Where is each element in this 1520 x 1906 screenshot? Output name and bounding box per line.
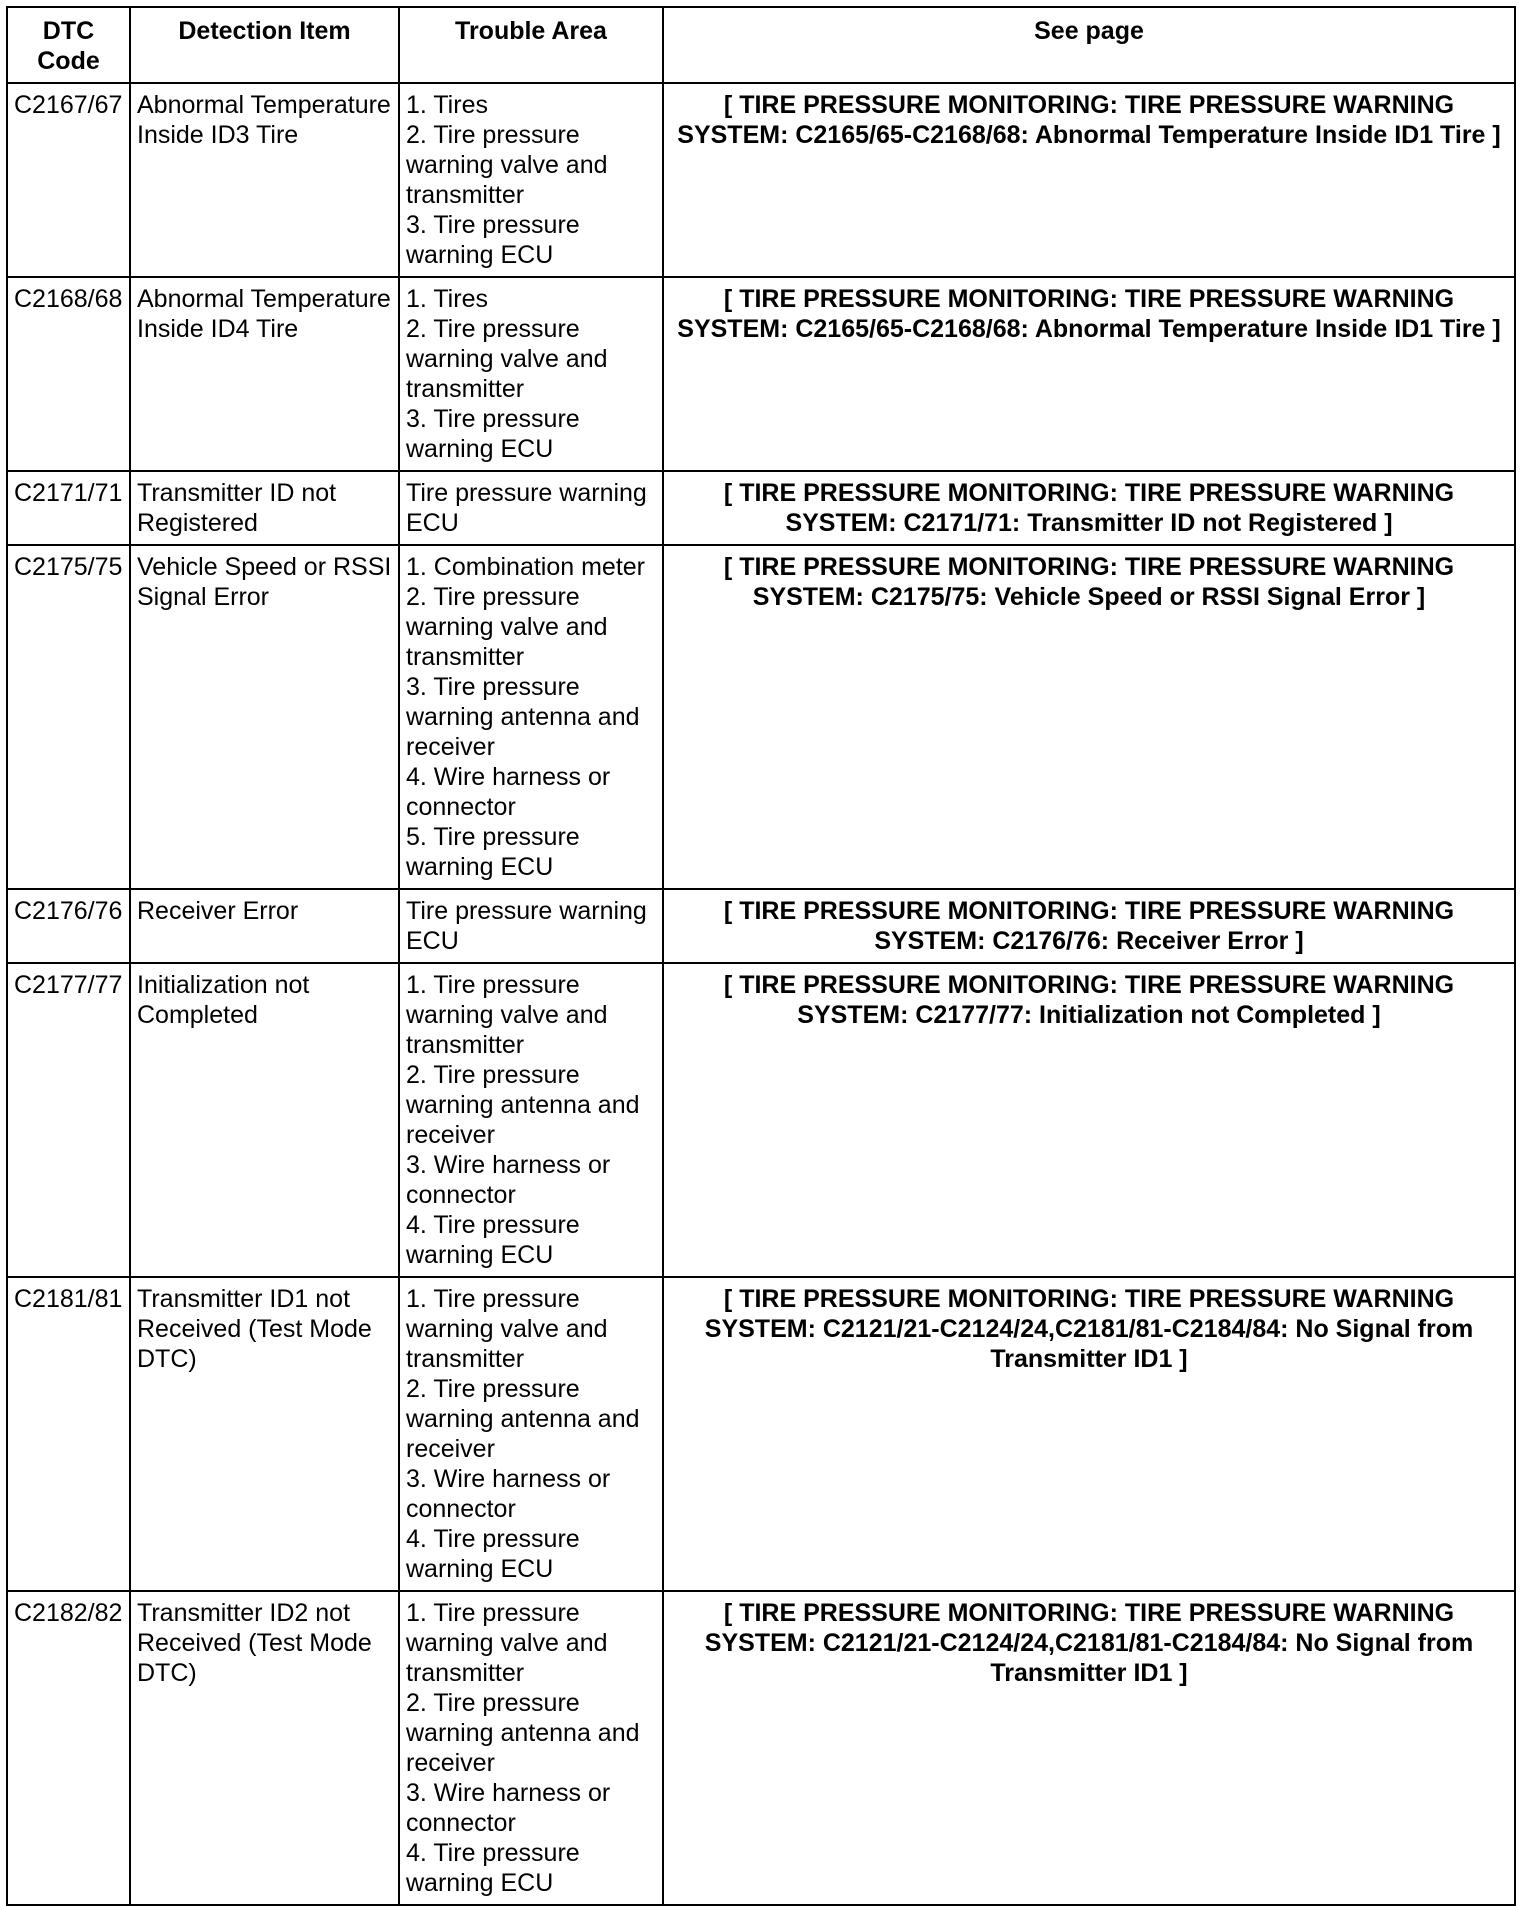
trouble-area-line: 4. Tire pressure warning ECU	[406, 1839, 580, 1897]
header-see-page: See page	[663, 7, 1515, 83]
detection-item-cell: Abnormal Temperature Inside ID4 Tire	[130, 277, 399, 471]
detection-item-cell: Transmitter ID1 not Received (Test Mode DTC)	[130, 1277, 399, 1591]
trouble-area-line: 1. Tire pressure warning valve and transmitter	[406, 1285, 608, 1373]
trouble-area-line: 3. Wire harness or connector	[406, 1151, 611, 1209]
detection-item-cell: Abnormal Temperature Inside ID3 Tire	[130, 83, 399, 277]
table-row	[7, 83, 1515, 277]
dtc-code-cell: C2171/71	[7, 471, 130, 545]
trouble-area-line: 2. Tire pressure warning valve and transmitter	[406, 583, 608, 671]
trouble-area-line: Tire pressure warning ECU	[406, 897, 647, 955]
trouble-area-line: 2. Tire pressure warning valve and transmitter	[406, 121, 608, 209]
dtc-code-cell: C2177/77	[7, 963, 130, 1277]
trouble-area-line: 3. Wire harness or connector	[406, 1779, 611, 1837]
table-row	[7, 1591, 1515, 1905]
trouble-area-cell	[399, 471, 663, 545]
trouble-area-line: 2. Tire pressure warning antenna and receiver	[406, 1061, 640, 1149]
table-row	[7, 1277, 1515, 1591]
trouble-area-line: 3. Tire pressure warning ECU	[406, 405, 580, 463]
table-row	[7, 277, 1515, 471]
detection-item-cell: Vehicle Speed or RSSI Signal Error	[130, 545, 399, 889]
trouble-area-line: 4. Wire harness or connector	[406, 763, 611, 821]
dtc-code-cell: C2168/68	[7, 277, 130, 471]
trouble-area-line: 4. Tire pressure warning ECU	[406, 1525, 580, 1583]
table-row	[7, 889, 1515, 963]
table-header-row	[7, 7, 1515, 83]
table-row	[7, 963, 1515, 1277]
trouble-area-line: 3. Tire pressure warning antenna and receiver	[406, 673, 640, 761]
trouble-area-cell	[399, 277, 663, 471]
trouble-area-line: 2. Tire pressure warning valve and transmitter	[406, 315, 608, 403]
dtc-code-cell: C2175/75	[7, 545, 130, 889]
trouble-area-cell	[399, 889, 663, 963]
trouble-area-line: 2. Tire pressure warning antenna and receiver	[406, 1375, 640, 1463]
see-page-link[interactable]: [ TIRE PRESSURE MONITORING: TIRE PRESSURE WARNING SYSTEM: C2171/71: Transmitter ID not Registered ]	[663, 471, 1515, 545]
trouble-area-cell	[399, 545, 663, 889]
detection-item-cell: Initialization not Completed	[130, 963, 399, 1277]
trouble-area-line: 2. Tire pressure warning antenna and receiver	[406, 1689, 640, 1777]
header-trouble-area: Trouble Area	[399, 7, 663, 83]
trouble-area-line: 1. Combination meter	[406, 553, 646, 581]
see-page-link[interactable]: [ TIRE PRESSURE MONITORING: TIRE PRESSURE WARNING SYSTEM: C2121/21-C2124/24,C2181/81-C2184/84: No Signal from Transmitter ID1 ]	[663, 1591, 1515, 1905]
detection-item-cell: Receiver Error	[130, 889, 399, 963]
trouble-area-line: 5. Tire pressure warning ECU	[406, 823, 580, 881]
trouble-area-line: 1. Tire pressure warning valve and transmitter	[406, 971, 608, 1059]
header-detection-item: Detection Item	[130, 7, 399, 83]
trouble-area-cell	[399, 1591, 663, 1905]
trouble-area-cell	[399, 83, 663, 277]
see-page-link[interactable]: [ TIRE PRESSURE MONITORING: TIRE PRESSURE WARNING SYSTEM: C2175/75: Vehicle Speed or RSSI Signal Error ]	[663, 545, 1515, 889]
header-dtc-code: DTC Code	[7, 7, 130, 83]
table-body	[7, 83, 1515, 1905]
dtc-code-cell: C2182/82	[7, 1591, 130, 1905]
trouble-area-line: 1. Tires	[406, 285, 488, 313]
see-page-link[interactable]: [ TIRE PRESSURE MONITORING: TIRE PRESSURE WARNING SYSTEM: C2176/76: Receiver Error ]	[663, 889, 1515, 963]
trouble-area-cell	[399, 963, 663, 1277]
trouble-area-line: 3. Wire harness or connector	[406, 1465, 611, 1523]
detection-item-cell: Transmitter ID2 not Received (Test Mode DTC)	[130, 1591, 399, 1905]
trouble-area-line: 1. Tires	[406, 91, 488, 119]
trouble-area-cell	[399, 1277, 663, 1591]
see-page-link[interactable]: [ TIRE PRESSURE MONITORING: TIRE PRESSURE WARNING SYSTEM: C2165/65-C2168/68: Abnormal Temperature Inside ID1 Tire ]	[663, 83, 1515, 277]
detection-item-cell: Transmitter ID not Registered	[130, 471, 399, 545]
dtc-code-cell: C2176/76	[7, 889, 130, 963]
table-row	[7, 545, 1515, 889]
dtc-table	[6, 6, 1516, 1906]
trouble-area-line: Tire pressure warning ECU	[406, 479, 647, 537]
trouble-area-line: 1. Tire pressure warning valve and transmitter	[406, 1599, 608, 1687]
dtc-code-cell: C2167/67	[7, 83, 130, 277]
see-page-link[interactable]: [ TIRE PRESSURE MONITORING: TIRE PRESSURE WARNING SYSTEM: C2121/21-C2124/24,C2181/81-C2184/84: No Signal from Transmitter ID1 ]	[663, 1277, 1515, 1591]
see-page-link[interactable]: [ TIRE PRESSURE MONITORING: TIRE PRESSURE WARNING SYSTEM: C2165/65-C2168/68: Abnormal Temperature Inside ID1 Tire ]	[663, 277, 1515, 471]
table-row	[7, 471, 1515, 545]
see-page-link[interactable]: [ TIRE PRESSURE MONITORING: TIRE PRESSURE WARNING SYSTEM: C2177/77: Initialization not Completed ]	[663, 963, 1515, 1277]
trouble-area-line: 4. Tire pressure warning ECU	[406, 1211, 580, 1269]
trouble-area-line: 3. Tire pressure warning ECU	[406, 211, 580, 269]
dtc-code-cell: C2181/81	[7, 1277, 130, 1591]
